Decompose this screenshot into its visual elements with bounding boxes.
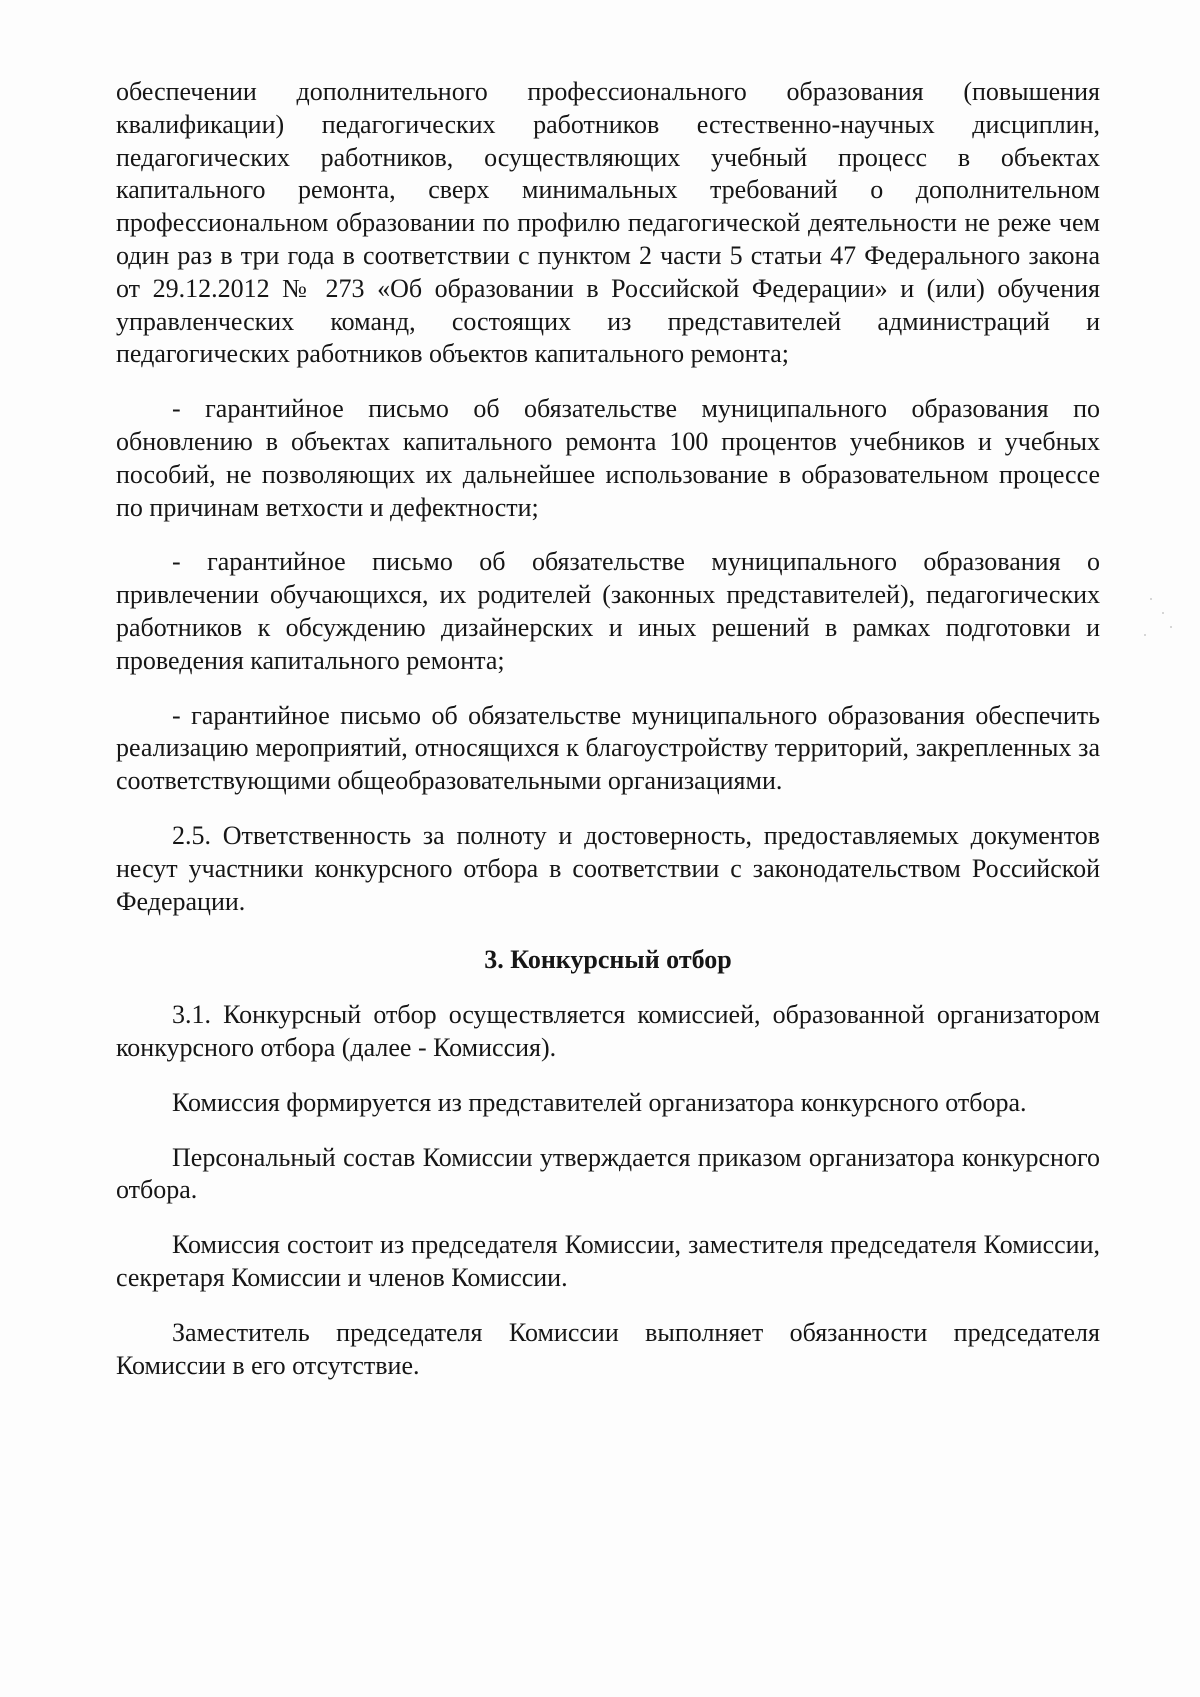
paragraph-commission-members: Комиссия состоит из председателя Комиссии, заместителя председателя Комиссии, секретаря Комиссии и членов Комиссии. xyxy=(116,1230,1100,1292)
paragraph-commission-composition: Комиссия формируется из представителей организатора конкурсного отбора. xyxy=(172,1087,1027,1117)
paragraph-commission-approval: Персональный состав Комиссии утверждается приказом организатора конкурсного отбора. xyxy=(116,1142,1100,1205)
scan-speck xyxy=(1170,626,1172,628)
scan-speck xyxy=(1144,634,1146,636)
paragraph-textbook-guarantee: - гарантийное письмо об обязательстве муниципального образования по обновлению в объектах капитального ремонта 100 процентов учебников и учебных пособий, не позволяющих их дальнейшее использование в образовательном процессе по причинам ветхости и дефектности; xyxy=(116,394,1100,522)
paragraph-continuation: обеспечении дополнительного профессионального образования (повышения квалификации) педагогических работников естественно-научных дисциплин, педагогических работников, осуществляющих учебный процесс в объектах капитального ремонта, сверх минимальных требований о дополнительном профессиональном образовании по профилю педагогической деятельности не реже чем один раз в три года в соответствии с пунктом 2 части 5 статьи 47 Федерального закона от 29.12.2012 № 273 «Об образовании в Российской Федерации» и (или) обучения управленческих команд, состоящих из представителей администраций и педагогических работников объектов капитального ремонта; xyxy=(116,77,1100,369)
document-body xyxy=(116,76,1100,1382)
paragraph-deputy-chair: Заместитель председателя Комиссии выполняет обязанности председателя Комиссии в его отсутствие. xyxy=(116,1317,1100,1380)
scan-speck xyxy=(1162,612,1164,614)
section-heading: 3. Конкурсный отбор xyxy=(484,945,732,975)
paragraph-responsibility: 2.5. Ответственность за полноту и достоверность, предоставляемых документов несут участники конкурсного отбора в соответствии с законодательством Российской Федерации. xyxy=(116,820,1100,916)
paragraph-landscaping-guarantee: - гарантийное письмо об обязательстве муниципального образования обеспечить реализацию мероприятий, относящихся к благоустройству территорий, закрепленных за соответствующими общеобразовательными организациями. xyxy=(116,700,1100,796)
paragraph-commission-formed: 3.1. Конкурсный отбор осуществляется комиссией, образованной организатором конкурсного отбора (далее - Комиссия). xyxy=(116,1000,1100,1062)
paragraph-design-discussion-guarantee: - гарантийное письмо об обязательстве муниципального образования о привлечении обучающихся, их родителей (законных представителей), педагогических работников к обсуждению дизайнерских и иных решений в рамках подготовки и проведения капитального ремонта; xyxy=(116,547,1100,675)
scan-speck xyxy=(1150,598,1152,600)
